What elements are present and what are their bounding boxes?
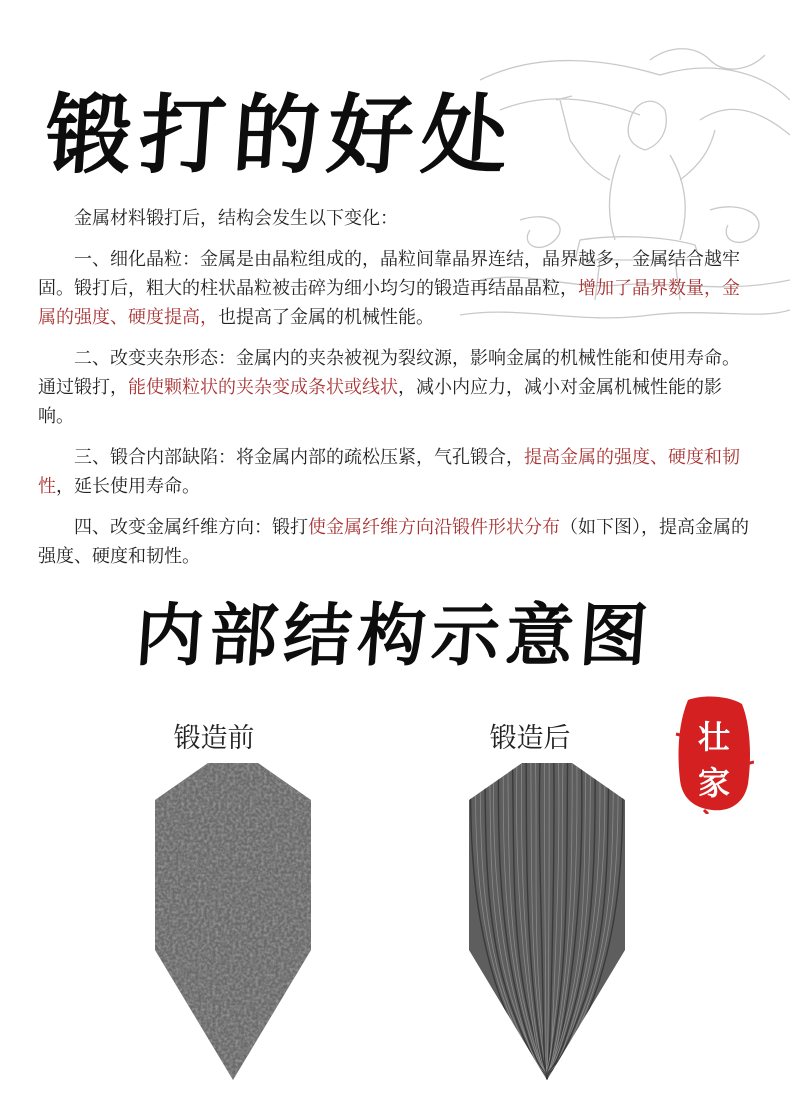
point-3 [38, 443, 750, 501]
point-1 [38, 245, 750, 332]
seal-char-1: 壮 [697, 718, 730, 756]
point-4 [38, 513, 750, 571]
point-3-highlight: 提高金属的强度、硬度和韧性 [38, 447, 740, 497]
point-4-tail: （如下图），提高金属的强度、硬度和韧性。 [38, 517, 749, 567]
point-4-highlight: 使金属纤维方向沿锻件形状分布 [308, 517, 560, 538]
blade-after-forging [467, 760, 627, 1082]
point-3-text: 三、锻合内部缺陷：将金属内部的疏松压紧，气孔锻合， [74, 447, 524, 468]
label-after-forging: 锻造后 [489, 723, 571, 754]
point-2-tail: ，减小内应力，减小对金属机械性能的影响。 [38, 377, 722, 427]
diagram-title: 内部结构示意图 [132, 596, 657, 676]
point-2-highlight: 能使颗粒状的夹杂变成条状或线状 [128, 377, 398, 398]
point-3-tail: ，延长使用寿命。 [56, 476, 200, 497]
point-1-tail: 也提高了金属的机械性能。 [218, 307, 434, 328]
body-text [38, 204, 750, 583]
point-2-text: 二、改变夹杂形态：金属内的夹杂被视为裂纹源，影响金属的机械性能和使用寿命。通过锻打， [38, 348, 740, 398]
label-before-forging: 锻造前 [173, 723, 255, 754]
point-1-highlight: 增加了晶界数量，金属的强度、硬度提高， [38, 278, 740, 328]
point-4-text: 四、改变金属纤维方向：锻打 [74, 517, 308, 538]
point-1-text: 一、细化晶粒：金属是由晶粒组成的，晶粒间靠晶界连结，晶界越多，金属结合越牢固。锻打后，粗大的柱状晶粒被击碎为细小均匀的锻造再结晶晶粒， [38, 249, 740, 299]
seal-char-2: 家 [697, 764, 730, 802]
intro-paragraph: 金属材料锻打后，结构会发生以下变化： [74, 208, 398, 229]
page-title: 锻打的好处 [41, 85, 520, 186]
blade-before-forging [153, 760, 313, 1082]
point-2 [38, 344, 750, 431]
